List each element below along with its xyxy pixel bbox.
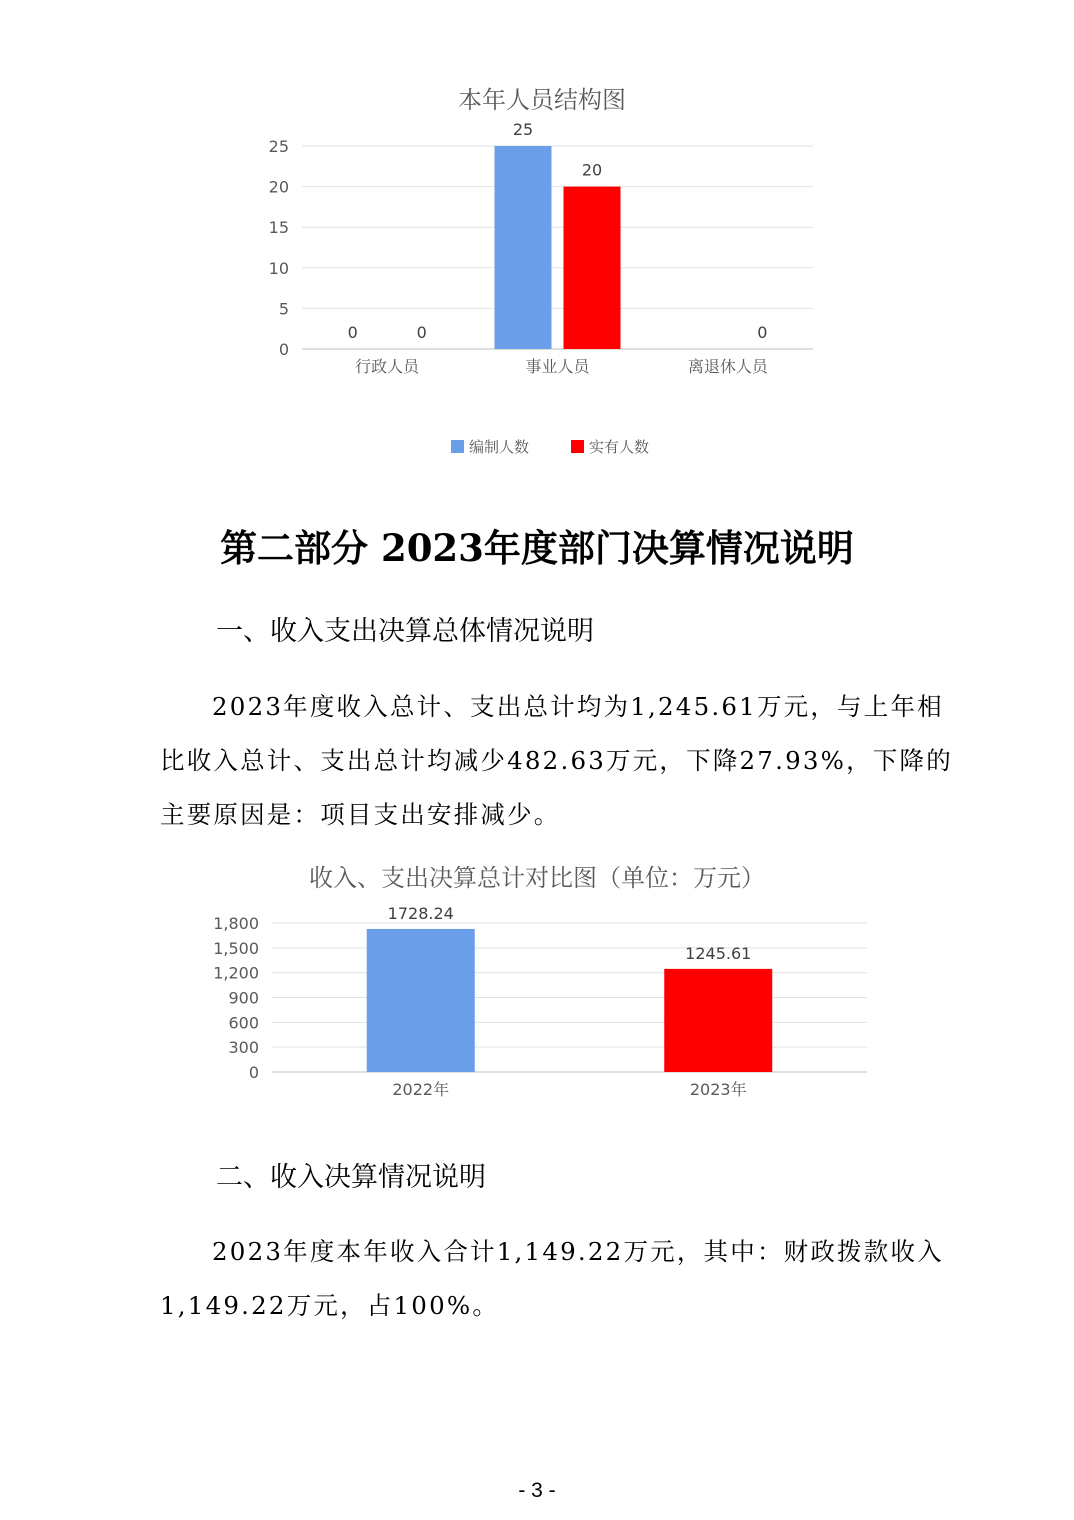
chart1-y-tick: 10 [268,258,289,278]
chart1-data-label: 0 [347,323,358,342]
chart2-x-label: 2022年 [392,1080,450,1099]
chart1-x-label: 行政人员 [355,357,420,376]
section2-line-1: 2023年度本年收入合计1,149.22万元，其中：财政拨款收入 [212,1237,944,1266]
chart1-y-tick: 15 [268,218,289,238]
chart1-title: 本年人员结构图 [458,86,626,114]
chart1-data-label: 0 [416,323,427,342]
chart1-bar [495,146,552,349]
chart1-y-tick: 5 [278,299,289,319]
chart2-bar [664,969,772,1072]
chart2-data-label: 1245.61 [685,943,752,963]
chart2-title: 收入、支出决算总计对比图（单位：万元） [309,864,765,892]
chart2-x-label: 2023年 [689,1080,747,1099]
chart1-x-label: 事业人员 [525,357,590,376]
section1-line-1: 2023年度收入总计、支出总计均为1,245.61万元，与上年相 [212,692,944,721]
chart2-data-label: 1728.24 [387,903,454,923]
section2-heading: 二、收入决算情况说明 [216,1162,486,1193]
section1-line-2: 比收入总计、支出总计均减少482.63万元，下降27.93%，下降的 [160,746,953,775]
part-title: 第二部分 2023年度部门决算情况说明 [220,526,854,570]
chart2-bar [367,929,475,1072]
chart1-legend-label: 编制人数 [469,438,530,456]
section1-line-3: 主要原因是：项目支出安排减少。 [160,800,561,829]
chart1-bar [564,187,621,349]
chart1-x-label: 离退休人员 [687,357,768,376]
income-expense-comparison-chart [0,890,1074,1120]
chart1-legend-swatch [451,440,464,453]
chart1-y-tick: 25 [268,137,289,156]
chart1-legend-label: 实有人数 [589,438,650,456]
chart2-y-tick: 600 [228,1013,259,1033]
chart1-data-label: 25 [512,120,534,139]
chart1-y-tick: 20 [268,177,289,197]
chart1-data-label: 20 [581,160,603,180]
staff-structure-chart [0,0,1074,480]
section2-line-2: 1,149.22万元，占100%。 [160,1291,500,1320]
chart1-legend-swatch [571,440,584,453]
page-number: - 3 - [518,1479,556,1502]
chart2-y-tick: 1,800 [213,914,259,933]
chart2-y-tick: 1,200 [213,963,259,983]
chart2-y-tick: 300 [228,1038,259,1058]
chart2-y-tick: 900 [228,988,259,1008]
section1-heading: 一、收入支出决算总体情况说明 [216,616,594,647]
chart1-y-tick: 0 [278,340,289,359]
chart2-y-tick: 1,500 [213,938,259,958]
chart2-y-tick: 0 [248,1063,259,1082]
chart1-data-label: 0 [757,323,768,342]
